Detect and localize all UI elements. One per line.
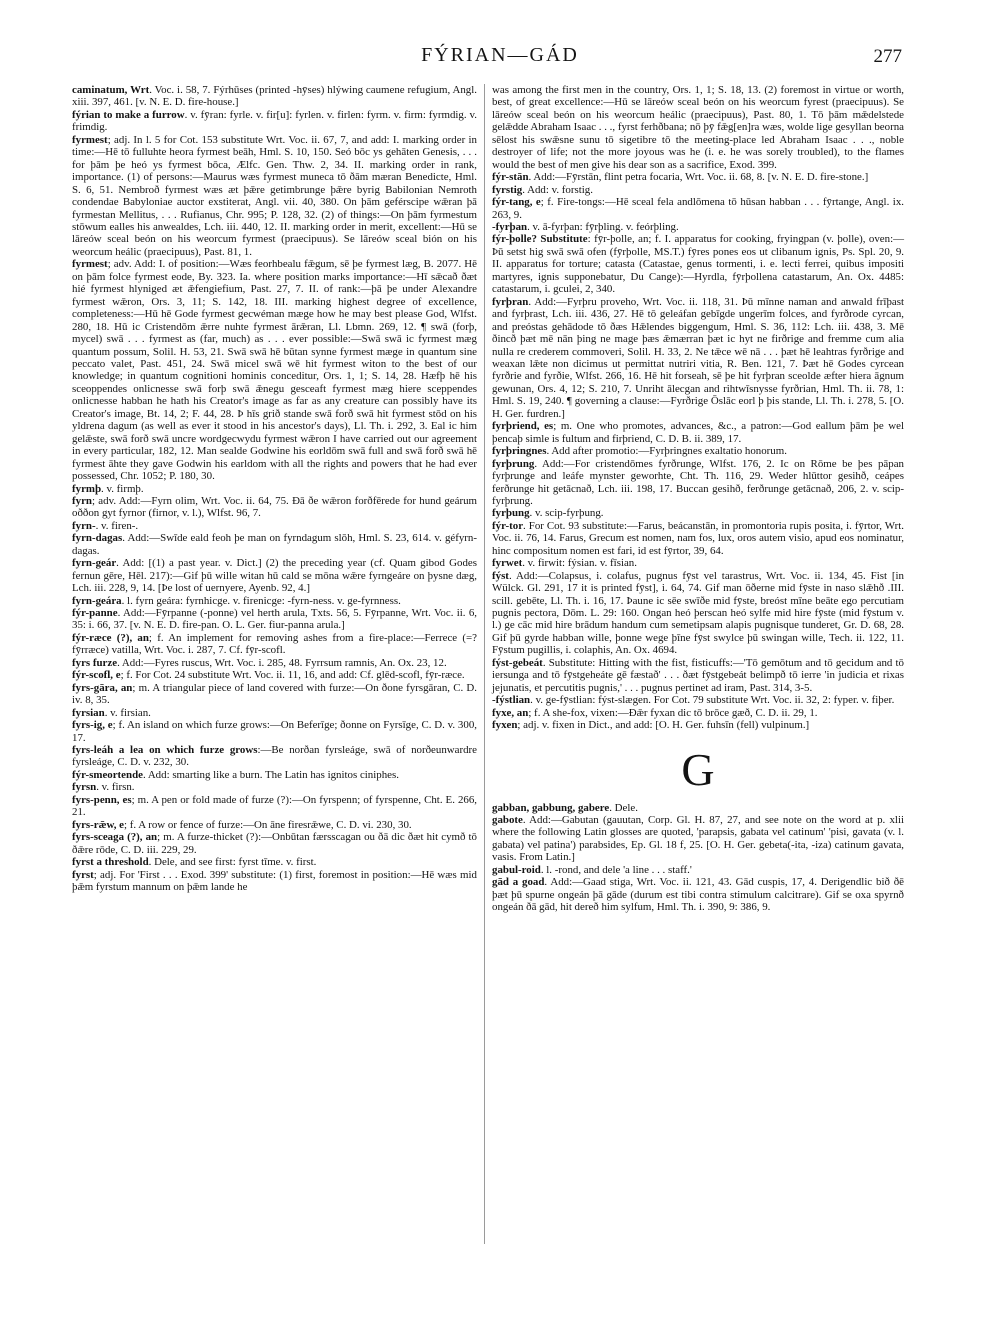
headword: fyrn- <box>72 519 96 532</box>
dictionary-entry: fýr-scofl, e; f. For Cot. 24 substitute Wrt. Voc. ii. 11, 16, and add: Cf. glēd-scofl, fȳr-ræce. <box>72 669 465 682</box>
headword: fýr-ræce (?), an <box>72 631 149 644</box>
headword: gabul-roid <box>492 863 541 876</box>
headword: fyrn-dagas <box>72 532 123 545</box>
headword: fyrn-geára <box>72 594 122 607</box>
dictionary-entry: fyrn-. v. firen-. <box>72 519 139 532</box>
headword: gād a goad <box>492 876 545 889</box>
dictionary-entry: -fýstlian. v. ge-fȳstlian: fýst-slægen. For Cot. 79 substitute Wrt. Voc. ii. 32, 2: fyper. v. fiþer. <box>492 694 895 707</box>
dictionary-entry: fyrn-geára. l. fyrn geára: fyrnhicge. v. firenicge: -fyrn-ness. v. ge-fyrnness. <box>72 594 401 607</box>
dictionary-entry: fýr-tang, e; f. Fire-tongs:—Hē sceal fela andlōmena tō hūsan habban . . . fȳrtange, Angl. ix. 263, 9. <box>492 196 904 221</box>
running-head: FÝRIAN—GÁD <box>421 44 579 66</box>
dictionary-entry: fyrs-ig, e; f. An island on which furze grows:—On Beferīge; ðonne on Fyrsīge, C. D. v. 300, 17. <box>72 719 477 744</box>
headword: fyrþringnes <box>492 445 547 458</box>
headword: -fyrþan <box>492 220 528 233</box>
dictionary-entry: fyrþung. v. scip-fyrþung. <box>492 507 604 520</box>
headword: fyxe, an <box>492 706 529 719</box>
headword: -fýstlian <box>492 694 531 707</box>
dictionary-entry: fýr-ræce (?), an; f. An implement for removing ashes from a fire-place:—Ferrece (=? fȳrræce) vatilla, Wrt. Voc. i. 287, 7. Cf. fȳr-scofl. <box>72 631 477 657</box>
headword: fyrmest <box>72 258 108 271</box>
headword: fyrmþ <box>72 482 102 495</box>
headword: fyrs-ig, e <box>72 719 113 732</box>
headword: fýr-panne <box>72 607 118 620</box>
headword: fyrs-leáh a lea on which furze grows <box>72 744 258 757</box>
headword: fýr-þolle? Substitute <box>492 233 588 246</box>
headword: fyrst <box>72 868 94 881</box>
dictionary-entry: fyrs-rǣw, e; f. A row or fence of furze:—On āne firesrǣwe, C. D. vi. 230, 30. <box>72 818 412 831</box>
headword: fýrian to make a furrow <box>72 108 185 121</box>
headword: fyrs-rǣw, e <box>72 818 125 831</box>
headword: fyrs-sceaga (?), an <box>72 831 158 844</box>
dictionary-entry: gād a goad. Add:—Gaad stiga, Wrt. Voc. ii. 121, 43. Gād cuspis, 17, 4. Derigendlic bið ðē þæt þū spurne ongeán þā gāde (durum est tibi contra stimulum calcitrare). Gif se oxa spyrnð ongeán ðā gād, hit dereð him sylfum, Hml. Th. i. 390, 9: 386, 9. <box>492 876 904 914</box>
dictionary-entry: fyrn-dagas. Add:—Swīde eald feoh þe man on fyrndagum slōh, Hml. S. 23, 614. v. géfyrn-dagas. <box>72 532 477 557</box>
dictionary-entry: -fyrþan. v. ā-fyrþan: fȳrþling. v. feórþling. <box>492 220 679 233</box>
dictionary-entry: fyrsn. v. firsn. <box>72 781 135 794</box>
dictionary-entry: fýrian to make a furrow. v. fȳran: fyrle. v. fir[u]: fyrlen. v. firlen: fyrm. v. firm: fyrmdig. v. frimdig. <box>72 108 477 134</box>
dictionary-entry: gabban, gabbung, gabere. Dele. <box>492 801 638 814</box>
headword: fýr-stān <box>492 171 529 184</box>
headword: fyrþung <box>492 507 530 520</box>
page-header <box>0 44 1000 72</box>
headword: fyrþrung <box>492 457 535 470</box>
dictionary-entry: fýr-smeortende. Add: smarting like a burn. The Latin has ignitos ciniphes. <box>72 768 399 781</box>
dictionary-entry: fyrþran. Add:—Fyrþru proveho, Wrt. Voc. ii. 118, 31. Þū mīnne naman and anwald frīþast and fyrþrast, Lch. iii. 436, 27. Hē tō geleáfan gebīgde ungerīm folces, and fyrðrode cyrcan, and preóstas gehādode tō ðæs Hǣlendes biggengum, Hml. S. 36, 112: Lch. iii. 438, 3. Mē ðincð þæt mē nān þing ne mage þæs ǣmærran þæt ic hyt ne firðrige and fremme cum alia nulla re crederem commoveri, Solil. H. 33, 2. Ne tǣce wē nā . . . þæt hē leahtras fyrðrige and weaxan lǣte non dicimus ut permittat nutriri vitia, R. Ben. 121, 7. Þæt hē Godes cyrcean fyrðrie and fyrðie, Wlfst. 266, 16. Hē hit forseah, sē þe hit fyrþran sceolde æfter hiera āgnum gewunan, Ors. 4, 12; S. 210, 7. Unriht ālecgan and rihtwīsnysse fyrðrian, Hml. Th. ii. 78, 1: Hml. S. 19, 240. ¶ governing a clause:—Fyrðrige Ōslāc eorl þ þis stande, Ll. Th. i. 278, 5. [O. H. Ger. furdren.] <box>492 295 904 420</box>
headword: fyxen <box>492 719 518 732</box>
headword: gabote <box>492 814 523 827</box>
dictionary-entry: fyrmest; adv. Add: I. of position:—Wæs feorhbealu fǣgum, sē þe fyrmest læg, B. 2077. Hē on þām folce fyrmest eode, By. 323. Ia. where position marks importance:—Hī sǣcað ðæt hié fyrmest hlyniged æt ǣfengiefium, Past. 27, 7. II. of rank:—þā þe under Alexandre fyrmest wǣron, Ors. 3, 11; S. 142, 18. III. marking highest degree of excellence, completeness:—Hū hē Gode fyrmest gecwéman mæge how he may best please God, Wlfst. 280, 18. Hū ic Cristendōm ǣrre nuhte fyrmest ārǣran, Ll. Lbmn. 269, 12. ¶ swā (forþ, mycel) swā . . . fyrmest as (far, much) as . . . ever possible:—Swā swā ic fyrmest mæg quantum possum, Solil. H. 53, 21. Swā swā hē būtan synne fyrmest mæge in quantum sine peccato valet, Past. 451, 24. Swā micel swā wē hit fyrmest witon to the best of our knowledge; in quantum cognitioni hominis conceditur, Ors. 1, 1; S. 14, 28. Hæfþ hē his sceoppendes onlicnesse swā forþ swā ǣnegu gesceaft fyrmest mæg hiere sceppendes onlicnesse habban he hath his Creator's image as far as any creature can possibly have its Creator's image, Bt. 14, 2; F. 44, 28. Þ hīs grið stande swā forð swā hit fyrmest stōd on his yldrena dagum (as well as ever it stood in his ancestor's days), Ll. Th. i. 292, 3. Eal ic him gelǣste, swā forð swā uncre wordgecwydu fyrmest wǣron I have carried out our agreement in every particular, 182, 12. Man sealde Godwine his eorldōm swā full and swā forð swā hē fyrmest āhte they gave Godwin his earldom with all the rights and powers that he had ever possessed, Chr. 1052; P. 180, 30. <box>72 258 477 483</box>
dictionary-entry: fýst-gebeát. Substitute: Hitting with the fist, fisticuffs:—'Tō gemōtum and tō gecidum and tō iersunga and tō fȳstgeheáte gē fæstað' . . . ðæt fȳstgebeát belimpð tō ierre 'in judicia et rixas jejunatis, et percutitis pugnis,' . . . pugnus pertinet ad iram, Past. 314, 3-5. <box>492 656 904 694</box>
dictionary-entry: fýr-stān. Add:—Fȳrstān, flint petra focaria, Wrt. Voc. ii. 68, 8. [v. N. E. D. fire-stone.] <box>492 171 869 184</box>
headword: fýr-tor <box>492 519 524 532</box>
column-divider <box>484 84 485 1244</box>
dictionary-entry: fyrstig. Add: v. forstig. <box>492 183 593 196</box>
headword: fyrmest <box>72 133 108 146</box>
dictionary-entry: fyrn-geár. Add: [(1) a past year. v. Dict.] (2) the preceding year (cf. Quam gibod Godes fernun gēre, Hēl. 217):—Gif þū wille witan hū cald se mōna wǣre fyrngeáre on þysne dæg, Lch. iii. 228, 9, 14. [Þe lost of uernyere, Ayenb. 92, 4.] <box>72 557 477 595</box>
dictionary-entry: fyrst a threshold. Dele, and see first: fyrst tīme. v. first. <box>72 856 317 869</box>
headword: gabban, gabbung, gabere <box>492 801 610 814</box>
headword: fyrwet <box>492 557 523 570</box>
dictionary-entry: fyrs-gāra, an; m. A triangular piece of land covered with furze:—On ðone fyrsgāran, C. D. iv. 8, 35. <box>72 681 477 707</box>
dictionary-entry: fýr-panne. Add:—Fȳrpanne (-ponne) vel herth arula, Txts. 56, 5. Fȳrpanne, Wrt. Voc. ii. 6, 35: i. 66, 37. [v. N. E. D. fire-pan. O. L. Ger. fiur-panna arula.] <box>72 607 477 632</box>
headword: fýr-tang, e <box>492 196 541 209</box>
dictionary-entry: gabul-roid. l. -rond, and dele 'a line . . . staff.' <box>492 863 692 876</box>
right-column-entries <box>492 84 904 732</box>
dictionary-entry: fyrwet. v. firwit: fýsian. v. fīsian. <box>492 557 637 570</box>
dictionary-entry: fyrsian. v. firsian. <box>72 706 151 719</box>
headword: fyrn-geár <box>72 557 117 570</box>
headword: fyrstig <box>492 183 523 196</box>
dictionary-entry: fyrs furze. Add:—Fyres ruscus, Wrt. Voc. i. 285, 48. Fyrrsum ramnis, An. Ox. 23, 12. <box>72 656 447 669</box>
dictionary-entry: fyrþriend, es; m. One who promotes, advances, &c., a patron:—God eallum þām þe wel þencaþ simle is fultum and firþriend, C. D. B. ii. 389, 17. <box>492 420 904 445</box>
dictionary-entry: fyrþrung. Add:—For cristendōmes fyrðrunge, Wlfst. 176, 2. Ic on Rōme be þes pāpan fyrþrunge and leáfe mynster geworhte, Cht. Th. 116, 29. Weder hlūttor gesihð, ceápes ferðrunge hit getācnað, Lch. iii. 198, 17. Buccan gesihð, ferðrunge getācnað, 206, 2. v. scip-fyrþrung. <box>492 457 904 507</box>
dictionary-entry: caminatum, Wrt. Voc. i. 58, 7. Fýrhūses (printed -hȳses) hlýwing caumene refugium, Angl. xiii. 397, 461. [v. N. E. D. fire-house.] <box>72 84 477 109</box>
headword: fyrþran <box>492 295 529 308</box>
dictionary-entry: was among the first men in the country, Ors. 1, 1; S. 18, 13. (2) foremost in virtue or worth, best, of great excellence:—Hū se lāreów sceal beón on his weorcum fyrest (praecipuus). Se lāreów sceal beón on his weorcum heálic (praecipuus), Past. 80, 1. Tō þām mǣdelstede gelǣdde Abraham Isaac . . ., fyrst ferhðbana; nō þȳ fǣg[en]ra wæs, wolde lige gesyllan beorna sēlost his swǣsne sunu tō sigetibre tō the meeting-place led Abraham Isaac . . ., noble destroyer of life; not the more joyous was he (i. e. he was sorely troubled), to the flames would the best of men give his dear son as a sacrifice, Exod. 399. <box>492 84 904 171</box>
dictionary-entry: fyxe, an; f. A she-fox, vixen:—Ðǣr fyxan dic tō brōce gæð, C. D. ii. 29, 1. <box>492 706 818 719</box>
dictionary-entry: fyrs-penn, es; m. A pen or fold made of furze (?):—On fyrspenn; of fyrspenne, Cht. E. 266, 21. <box>72 793 477 819</box>
headword: fyrn <box>72 494 92 507</box>
headword: fyrs-gāra, an <box>72 681 133 694</box>
section-letter: G <box>681 743 715 795</box>
headword: caminatum, Wrt <box>72 84 150 96</box>
dictionary-entry: fyrs-sceaga (?), an; m. A furze-thicket (?):—Onbūtan færsscagan ou ðā dic ðæt hit cymð tō ðǣre rōde, C. D. iii. 229, 29. <box>72 831 477 856</box>
dictionary-entry: fyxen; adj. v. fixen in Dict., and add: [O. H. Ger. fuhsīn (fell) vulpinum.] <box>492 719 810 732</box>
headword: fyrst a threshold <box>72 856 149 869</box>
page-number: 277 <box>873 46 902 67</box>
dictionary-entry: fyrst; adj. For 'First . . . Exod. 399' substitute: (1) first, foremost in position:—Hē wæs mid þǣm fyrstum mannum on þǣm lande he <box>72 868 477 893</box>
headword: fyrs furze <box>72 656 118 669</box>
right-column <box>492 84 904 914</box>
headword: fyrs-penn, es <box>72 793 132 806</box>
dictionary-entry: fyrþringnes. Add after promotio:—Fyrþringnes exaltatio honorum. <box>492 445 787 458</box>
left-column <box>72 84 477 893</box>
dictionary-entry: fyrmest; adj. In l. 5 for Cot. 153 substitute Wrt. Voc. ii. 67, 7, and add: I. marking order in time:—Hē tō fulluhte heora fyrmest beāh, Hml. S. 10, 150. Seó bōc ys gehāten Genesis, . . . for þām þe heó ys fyrmest bōca, Ælfc. Gen. Thw. 2, 34. II. marking order in rank, importance. (1) of persons:—Maurus wæs fyrmest muneca tō ðām mæran Benedicte, Hml. S. 6, 51. Nembroð fyrmest wæs æt þǣre getimbrunge þǣre byrig Babilonian Nemroth condendae Babyloniae auctor exstiterat, Angl. vii. 40, 380. On þām geférscipe wǣran þā fyrmestan Mellitus, . . . Rufianus, Chr. 995; P. 128, 32. (2) of things:—On þām fyrmestum stōwum ealles his anwealdes, Lch. iii. 440, 12. II. marking order in merit, excellent:—Hū se lāreów sceal beón on his weorcum fyrmest (praecipuus). Se lāreów sceal bión on his weorcum heálic (praecipuus), Past. 81, 1. <box>72 133 477 258</box>
dictionary-entry: fyrmþ. v. firmþ. <box>72 482 144 495</box>
headword: fýst <box>492 569 509 582</box>
g-section-entries <box>492 802 904 914</box>
dictionary-entry: fyrs-leáh a lea on which furze grows:—Be norðan fyrsleáge, swā of norðeunwardre fyrsleáge, C. D. v. 232, 30. <box>72 744 477 769</box>
headword: fyrsian <box>72 706 105 719</box>
headword: fyrþriend, es <box>492 420 554 433</box>
dictionary-entry: fýr-tor. For Cot. 93 substitute:—Farus, beácanstān, in promontoria rupis posita, i. fȳrtor, Wrt. Voc. ii. 76, 14. Farus, Grecum est nomen, nam fos, lux, oros autem visio, apud eos nominatur, hinc compositum nomen est fari, id est fȳrtor, 39, 64. <box>492 519 904 557</box>
dictionary-entry: gabote. Add:—Gabutan (gauutan, Corp. Gl. H. 87, 27, and see note on the word at p. xlii where the following Latin glosses are quoted, 'parapsis, gabata vel catinum' 'pisi, gavata (v. l. gabata) vel patina') parabsides, Ep. Gl. 18 f, 25. [O. H. Ger. gebeta(-ita, -iza) catinum gavata, vasis. From Latin.] <box>492 814 904 864</box>
headword: fýst-gebeát <box>492 656 543 669</box>
dictionary-entry: fyrn; adv. Add:—Fyrn olim, Wrt. Voc. ii. 64, 75. Ðā ðe wǣron forðfērede for hund geárum oððon gyt fyrnor (firnor, v. l.), Wlfst. 96, 7. <box>72 494 477 520</box>
headword: fyrsn <box>72 781 97 794</box>
dictionary-entry: fýst. Add:—Colapsus, i. colafus, pugnus fȳst vel tarastrus, Wrt. Voc. ii. 134, 45. Fist [in Wülck. Gl. 291, 17 it is printed fȳst], i. 64, 74. Gif man ōðerne mid fȳste in naso slǣhð .III. scill. gebēte, Ll. Th. i. 16, 17. Þaune ic sēe swīðe mid fȳste, breóst mīne beāte ego percutiam pugnis pectora, Dōm. L. 29: 160. Ongan heó þerscan heó sylfe mid hire fȳste (mid fȳstum v. l.) ge cāc mid hire brādum handum cum semetipsam alapis pugnisque tunderet, Gr. D. 68, 28. Gif þū gyrde habban wille, þonne wege þīne fȳst swylce þū swingan wille, Tech. ii. 122, 11. Fȳstum pugillis, i. colaphis, An. Ox. 4694. <box>492 569 904 657</box>
headword: fýr-scofl, e <box>72 669 121 682</box>
headword: fýr-smeortende <box>72 768 143 781</box>
dictionary-entry: fýr-þolle? Substitute: fȳr-þolle, an; f. I. apparatus for cooking, fryingpan (v. þolle), oven:—Þū setst hig swā swā ofen (fȳrþolle, MS.T.) fȳres pones eos ut clibanum ignis, Ps. Spl. 20, 9. II. apparatus for torture; catasta (Catastae, genus tormenti, i. e. lecti ferrei, quibus impositi martyres, ignis supponebatur, Du Cange):—Hyrdla, fȳrþollena catastarum, An. Ox. 4485: catastarum, i. gculei, 2, 340. <box>492 233 904 296</box>
